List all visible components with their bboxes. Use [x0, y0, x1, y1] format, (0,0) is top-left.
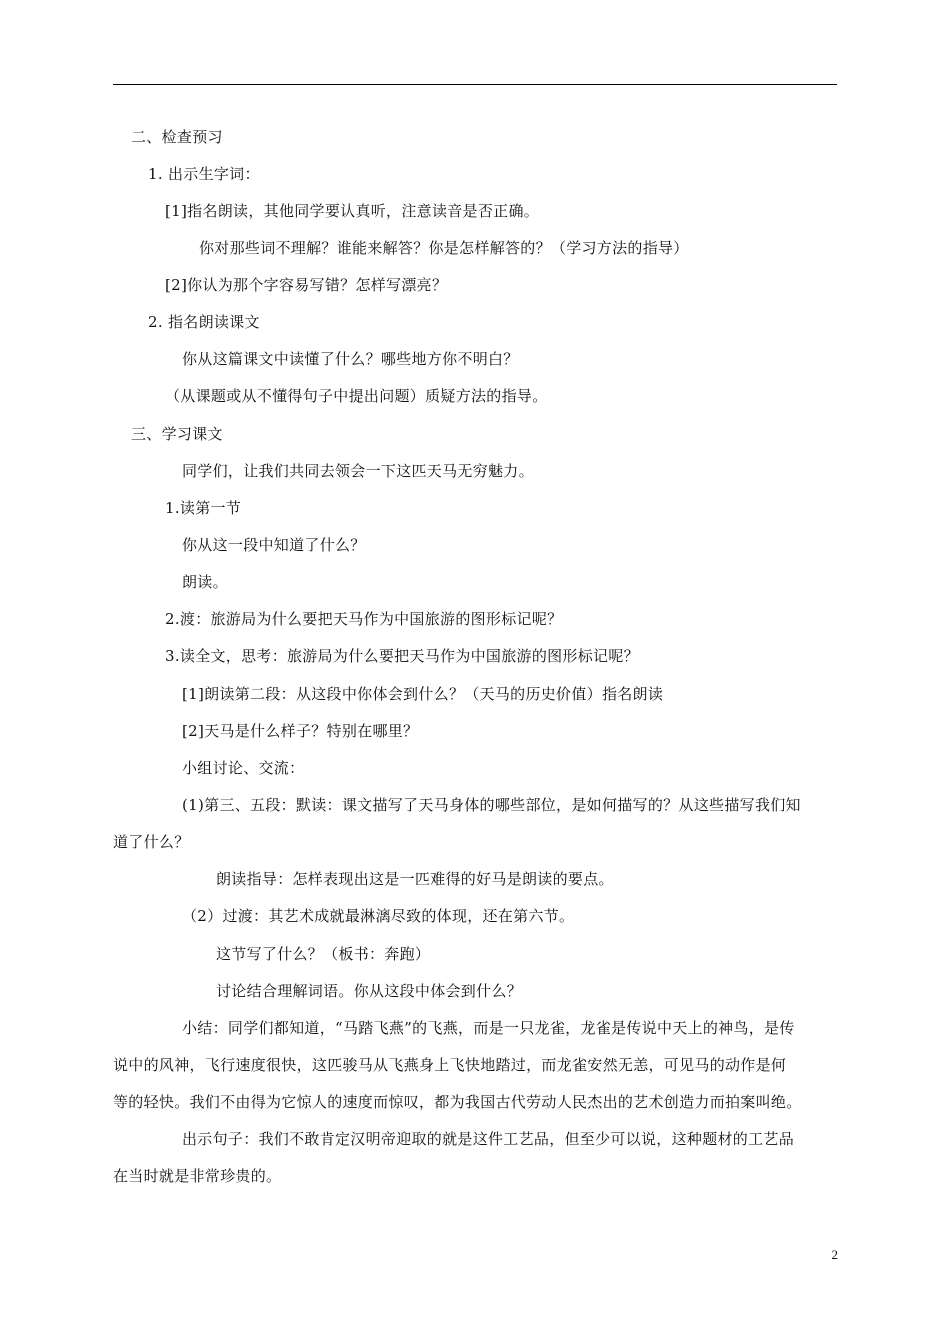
sub-item-read-second-paragraph: [1]朗读第二段：从这段中你体会到什么？（天马的历史价值）指名朗读 — [182, 685, 664, 703]
item-read-full-text: 3.读全文，思考：旅游局为什么要把天马作为中国旅游的图形标记呢？ — [165, 647, 639, 665]
summary-paragraph-line: 说中的风神，飞行速度很快，这匹骏马从飞燕身上飞快地踏过，而龙雀安然无恙，可见马的动作是何 — [113, 1056, 787, 1074]
summary-paragraph-line: 小结：同学们都知道，“马踏飞燕”的飞燕，而是一只龙雀，龙雀是传说中天上的神鸟，是传 — [182, 1019, 795, 1037]
text-line: 讨论结合理解词语。你从这段中体会到什么？ — [216, 982, 523, 1000]
text-line: 道了什么？ — [113, 833, 190, 851]
text-line: (1)第三、五段：默读：课文描写了天马身体的哪些部位，是如何描写的？从这些描写我们知 — [182, 796, 801, 814]
text-line: （2）过渡：其艺术成就最淋漓尽致的体现，还在第六节。 — [182, 907, 575, 925]
section-heading-preview-check: 二、检查预习 — [131, 128, 223, 146]
text-line: 朗读。 — [182, 573, 228, 591]
section-heading-study-text: 三、学习课文 — [131, 425, 223, 443]
item-show-new-words: 1. 出示生字词： — [148, 165, 260, 183]
sub-item-hard-characters: [2]你认为那个字容易写错？怎样写漂亮？ — [165, 276, 448, 294]
text-line: 你从这一段中知道了什么？ — [182, 536, 366, 554]
item-read-text: 2. 指名朗读课文 — [148, 313, 260, 331]
summary-paragraph-line: 等的轻快。我们不由得为它惊人的速度而惊叹，都为我国古代劳动人民杰出的艺术创造力而拍案叫绝。 — [113, 1093, 802, 1111]
text-line: 小组讨论、交流： — [182, 759, 305, 777]
item-read-first-section: 1.读第一节 — [165, 499, 242, 517]
header-rule — [113, 84, 837, 85]
text-line: 你从这篇课文中读懂了什么？哪些地方你不明白？ — [182, 350, 519, 368]
text-line: 同学们，让我们共同去领会一下这匹天马无穷魅力。 — [182, 462, 534, 480]
item-transition: 2.渡：旅游局为什么要把天马作为中国旅游的图形标记呢？ — [165, 610, 563, 628]
text-line: 你对那些词不理解？谁能来解答？你是怎样解答的？（学习方法的指导） — [199, 239, 689, 257]
text-line: （从课题或从不懂得句子中提出问题）质疑方法的指导。 — [165, 387, 548, 405]
sub-item-horse-appearance: [2]天马是什么样子？特别在哪里？ — [182, 722, 419, 740]
text-line: 朗读指导：怎样表现出这是一匹难得的好马是朗读的要点。 — [216, 870, 614, 888]
page-number: 2 — [831, 1247, 838, 1262]
sentence-paragraph-line: 出示句子：我们不敢肯定汉明帝迎取的就是这件工艺品，但至少可以说，这种题材的工艺品 — [182, 1130, 795, 1148]
sub-item-read-aloud: [1]指名朗读，其他同学要认真听，注意读音是否正确。 — [165, 202, 540, 220]
text-line: 这节写了什么？（板书：奔跑） — [216, 945, 431, 963]
sentence-paragraph-line: 在当时就是非常珍贵的。 — [113, 1167, 282, 1185]
